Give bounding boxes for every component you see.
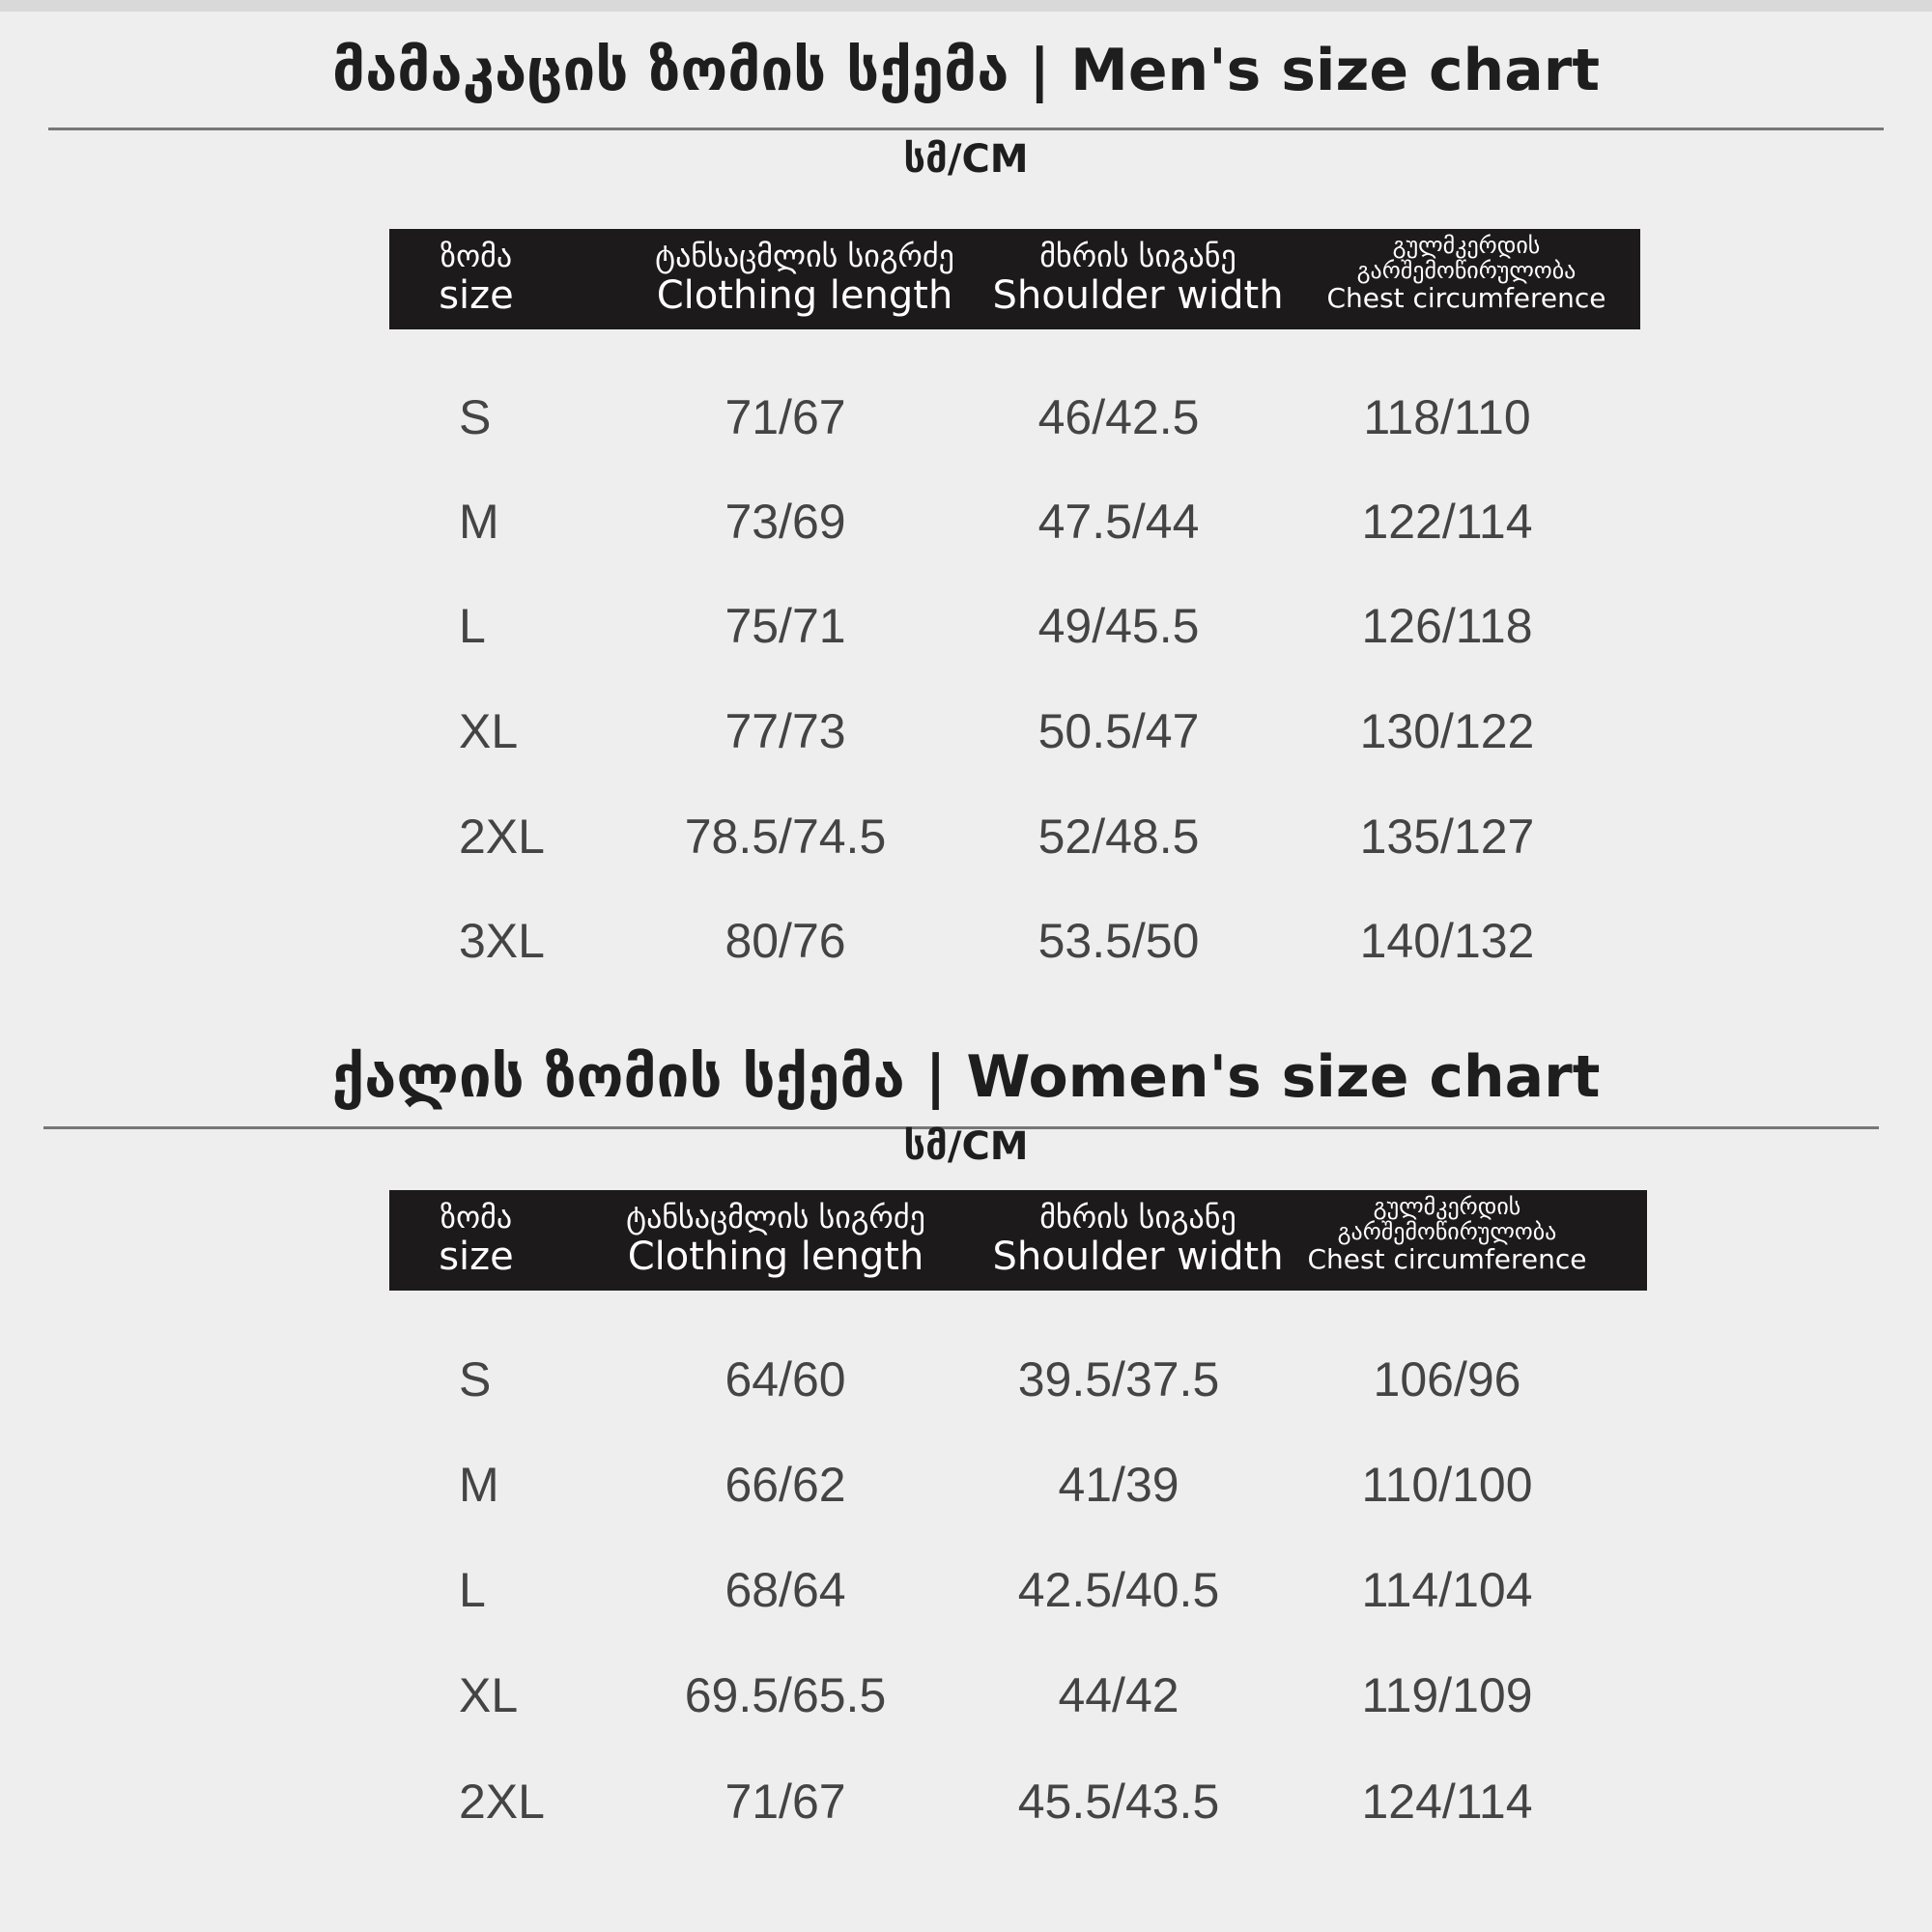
shoulder-width-cell: 41/39 (1058, 1458, 1179, 1512)
chest-cell: 122/114 (1361, 495, 1533, 549)
shoulder-width-cell: 52/48.5 (1037, 810, 1200, 864)
men-chart-title: მამაკაცის ზომის სქემა | Men's size chart (331, 37, 1601, 104)
chest-cell: 140/132 (1359, 914, 1535, 968)
table-row (389, 587, 1645, 665)
chest-cell: 130/122 (1359, 704, 1535, 758)
men-header-clothing-length: ტანსაცმლის სიგრძე Clothing length (655, 238, 954, 318)
shoulder-width-cell: 39.5/37.5 (1017, 1352, 1220, 1406)
size-cell: 2XL (459, 1775, 545, 1829)
women-table-header (389, 1190, 1647, 1291)
clothing-length-cell: 68/64 (724, 1563, 846, 1617)
chest-cell: 114/104 (1361, 1563, 1533, 1617)
clothing-length-cell: 80/76 (724, 914, 846, 968)
men-header-size: ზომა size (439, 238, 514, 318)
chest-cell: 126/118 (1361, 599, 1533, 653)
clothing-length-cell: 66/62 (724, 1458, 846, 1512)
women-header-size: ზომა size (439, 1199, 514, 1279)
shoulder-width-cell: 45.5/43.5 (1017, 1775, 1220, 1829)
women-header-clothing-length: ტანსაცმლის სიგრძე Clothing length (626, 1199, 925, 1279)
clothing-length-cell: 64/60 (724, 1352, 846, 1406)
chest-cell: 119/109 (1361, 1668, 1533, 1722)
women-header-shoulder-width: მხრის სიგანე Shoulder width (992, 1199, 1284, 1279)
men-unit-label: სმ/CM (903, 137, 1029, 182)
size-cell: 2XL (459, 810, 545, 864)
size-cell: XL (459, 1668, 519, 1722)
table-row (389, 1763, 1645, 1840)
table-row (389, 379, 1645, 456)
table-row (389, 693, 1645, 770)
shoulder-width-cell: 50.5/47 (1037, 704, 1200, 758)
chest-cell: 118/110 (1363, 390, 1531, 444)
men-header-chest: გულმკერდის გარშემოწირულობა Chest circumference (1326, 232, 1606, 314)
clothing-length-cell: 78.5/74.5 (684, 810, 887, 864)
women-chart-title: ქალის ზომის სქემა | Women's size chart (331, 1043, 1601, 1111)
clothing-length-cell: 71/67 (724, 390, 846, 444)
shoulder-width-cell: 42.5/40.5 (1017, 1563, 1220, 1617)
size-cell: XL (459, 704, 519, 758)
top-border (0, 0, 1932, 12)
table-row (389, 902, 1645, 980)
clothing-length-cell: 73/69 (724, 495, 846, 549)
size-cell: 3XL (459, 914, 545, 968)
table-row (389, 1657, 1645, 1734)
women-header-chest: გულმკერდის გარშემოწირულობა Chest circumference (1307, 1193, 1587, 1275)
table-row (389, 1341, 1645, 1418)
table-row (389, 798, 1645, 875)
men-table-header (389, 229, 1640, 329)
table-row (389, 1551, 1645, 1629)
table-row (389, 1446, 1645, 1523)
size-cell: S (459, 390, 492, 444)
shoulder-width-cell: 47.5/44 (1037, 495, 1200, 549)
men-header-shoulder-width: მხრის სიგანე Shoulder width (992, 238, 1284, 318)
women-unit-label: სმ/CM (903, 1124, 1029, 1169)
chest-cell: 135/127 (1359, 810, 1535, 864)
shoulder-width-cell: 44/42 (1058, 1668, 1179, 1722)
size-cell: L (459, 599, 486, 653)
chest-cell: 106/96 (1373, 1352, 1521, 1406)
size-cell: L (459, 1563, 486, 1617)
chest-cell: 124/114 (1361, 1775, 1533, 1829)
chest-cell: 110/100 (1361, 1458, 1533, 1512)
size-cell: S (459, 1352, 492, 1406)
clothing-length-cell: 69.5/65.5 (684, 1668, 887, 1722)
shoulder-width-cell: 46/42.5 (1037, 390, 1200, 444)
clothing-length-cell: 77/73 (724, 704, 846, 758)
shoulder-width-cell: 49/45.5 (1037, 599, 1200, 653)
men-title-divider (48, 128, 1884, 130)
size-cell: M (459, 1458, 499, 1512)
clothing-length-cell: 71/67 (724, 1775, 846, 1829)
shoulder-width-cell: 53.5/50 (1037, 914, 1200, 968)
size-cell: M (459, 495, 499, 549)
table-row (389, 483, 1645, 560)
clothing-length-cell: 75/71 (724, 599, 846, 653)
